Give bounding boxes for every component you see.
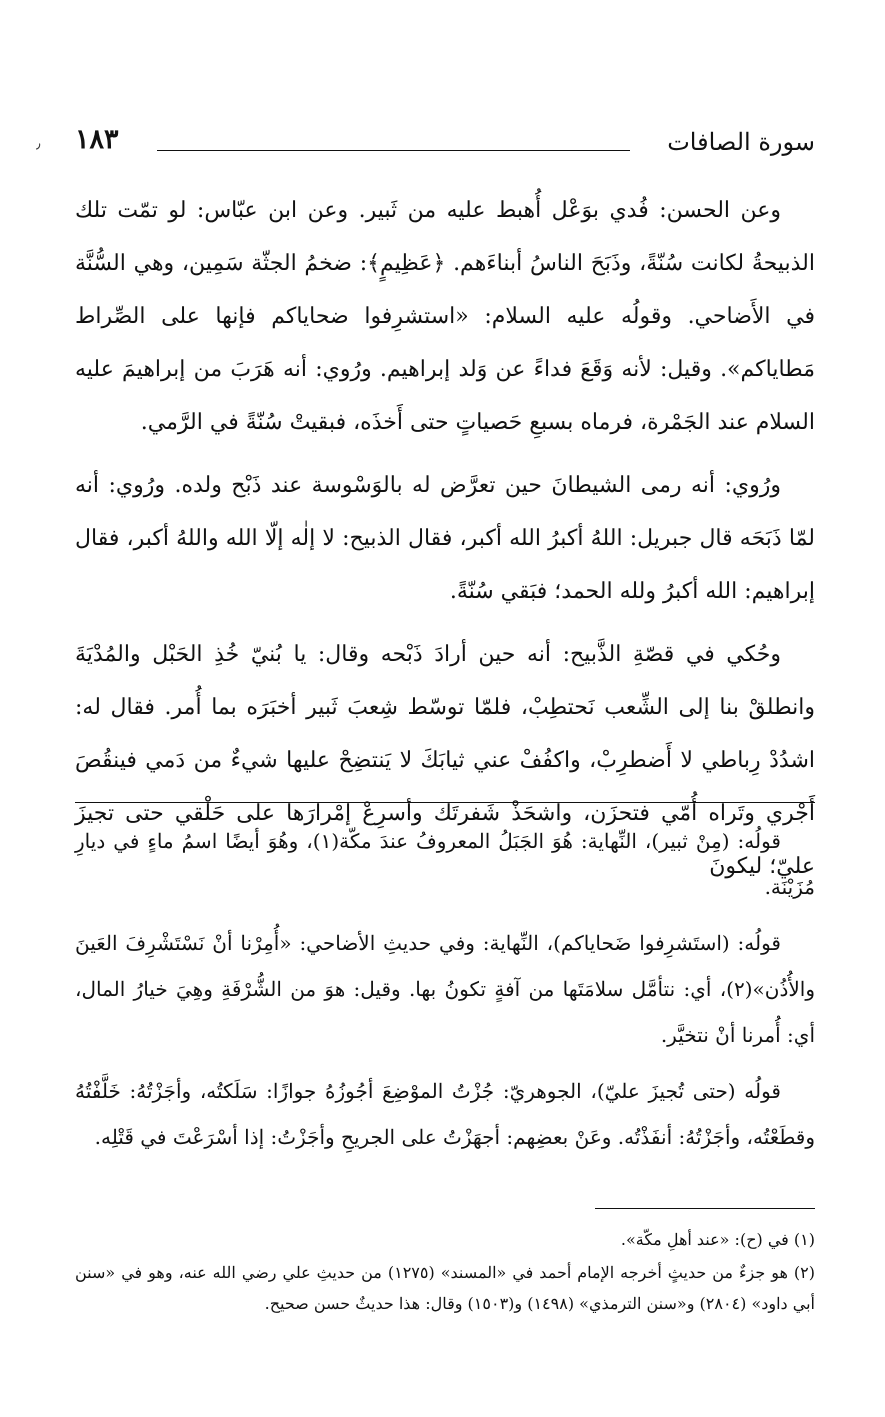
footnote-divider bbox=[595, 1208, 815, 1209]
page-header bbox=[75, 124, 815, 168]
footnote: (١) في (ح): «عند أهلِ مكّة». bbox=[620, 1230, 815, 1249]
page-number: ١٨٣ bbox=[75, 124, 119, 155]
paragraph: وحُكي في قصّةِ الذَّبيح: أنه حين أرادَ ذَبْحه وقال: يا بُنيّ خُذِ الحَبْل والمُدْيَةَ وانطلقْ بنا إلى الشِّعب نَحتطِبْ، فلمّا توسّط شِعبَ ثَبير أخبَرَه بما أُمر. فقال له: اشدُدْ رِباطي لا أَضطرِبْ، واكفُفْ عني ثيابَكَ لا يَنتضِحْ عليها شيءٌ من دَمي فينقُصَ أَجْري وتَراه أُمّي فتحزَن، واشحَذْ شَفرتَك وأسرِعْ إمْرارَها على حَلْقي حتى تجيزَ عليّ؛ ليكونَ bbox=[75, 642, 815, 879]
commentary-divider bbox=[75, 802, 815, 803]
paragraph: وعن الحسن: فُدي بوَعْل أُهبط عليه من ثَبير. وعن ابن عبّاس: لو تمّت تلك الذبيحةُ لكانت سُنّةً، وذَبَحَ الناسُ أبناءَهم. ﴿عَظِيمٍ﴾: ضخمُ الجثّة سَمِين، وهي السُّنَّة في الأَضاحي. وقولُه عليه السلام: «استشرِفوا ضحاياكم فإنها على الصِّراط مَطاياكم». وقيل: لأنه وَقَعَ فداءً عن وَلد إبراهيم. ورُوي: أنه هَرَبَ من إبراهيمَ عليه السلام عند الجَمْرة، فرماه بسبعِ حَصياتٍ حتى أَخذَه، فبقيتْ سُنّةً في الرَّمي. bbox=[75, 198, 815, 435]
commentary-paragraph: قولُه (حتى تُجيزَ عليّ)، الجوهريّ: جُزْتُ الموْضِعَ أجُوزُهُ جوازًا: سَلَكتُه، وأجَزْتُهُ: خَلَّفْتُهُ وقطَعْتُه، وأجَزْتُهُ: أنفَذْتُه. وعَنْ بعضِهم: أجهَزْتُ على الجريحِ وأجَزْتُ: إذا أسْرَعْتَ في قَتْلِه. bbox=[75, 1079, 815, 1149]
commentary-paragraph: قولُه: (مِنْ ثبير)، النِّهاية: هُوَ الجَبَلُ المعروفُ عندَ مكّة(١)، وهُوَ أيضًا اسمُ ماءٍ في ديارِ مُزَيْنَة. bbox=[75, 829, 815, 899]
header-rule bbox=[157, 150, 630, 151]
surah-title: سورة الصافات bbox=[667, 128, 815, 156]
commentary-paragraph: قولُه: (استَشرِفوا ضَحاياكم)، النِّهاية: وفي حديثِ الأضاحي: «أُمِرْنا أنْ نَسْتَشْرِفَ العَينَ والأُذُن»(٢)، أي: نتأمَّل سلامَتَها من آفةٍ تكونُ بها. وقيل: هوَ من الشُّرْفَةِ وهِيَ خيارُ المال، أي: أُمرنا أنْ نتخيَّر. bbox=[75, 931, 815, 1047]
main-text bbox=[75, 184, 815, 903]
footnote: (٢) هو جزءٌ من حديثٍ أخرجه الإمام أحمد في «المسند» (١٢٧٥) من حديثِ علي رضي الله عنه، وهو في «سنن أبي داود» (٢٨٠٤) و«سنن الترمذي» (١٤٩٨) و(١٥٠٣) وقال: هذا حديثٌ حسن صحيح. bbox=[75, 1263, 815, 1313]
margin-mark: ٫ bbox=[36, 136, 41, 152]
footnotes-section bbox=[75, 1224, 815, 1321]
commentary-section bbox=[75, 818, 815, 1170]
paragraph: ورُوي: أنه رمى الشيطانَ حين تعرَّض له بالوَسْوسة عند ذَبْح ولده. ورُوي: أنه لمّا ذَبَحَه قال جبريل: اللهُ أكبرُ الله أكبر، فقال الذبيح: لا إلٰه إلّا الله واللهُ أكبر، فقال إبراهيم: الله أكبرُ ولله الحمد؛ فبَقي سُنّةً. bbox=[75, 473, 815, 604]
